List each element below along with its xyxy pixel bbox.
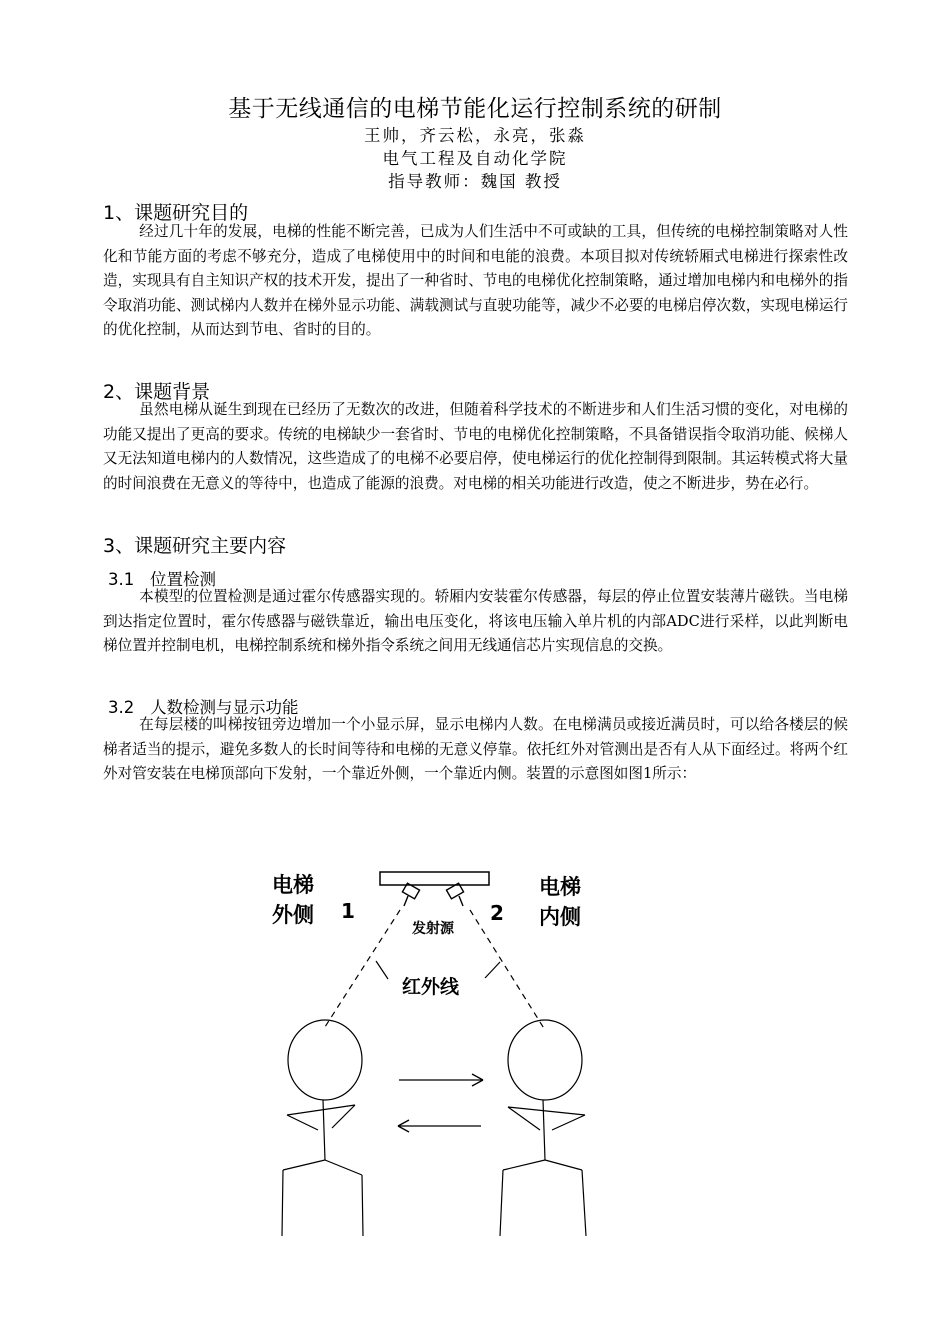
ir-label-pointer-left: [376, 961, 388, 979]
person-left-figure: [282, 1020, 363, 1236]
subsection-3-1-heading: 3.1 位置检测: [108, 570, 216, 589]
emitter-right: [446, 883, 463, 906]
section-2-heading: 2、课题背景: [103, 381, 211, 403]
section-1-heading: 1、课题研究目的: [103, 202, 249, 224]
section-1-body: [103, 220, 848, 343]
elevator-top-plate: [380, 872, 489, 885]
paper-title: 基于无线通信的电梯节能化运行控制系统的研制: [228, 96, 722, 122]
person-right-figure: [500, 1020, 586, 1236]
subsection-3-2-body: [103, 713, 848, 787]
inside-label-line2: 内侧: [539, 905, 581, 929]
subsection-3-1-text: 本模型的位置检测是通过霍尔传感器实现的。轿厢内安装霍尔传感器，每层的停止位置安装薄片磁铁。当电梯到达指定位置时，霍尔传感器与磁铁靠近，输出电压变化，将该电压输入单片机的内部ADC进行采样，以此判断电梯位置并控制电机，电梯控制系统和梯外指令系统之间用无线通信芯片实现信息的交换。: [103, 588, 848, 655]
emitter-label: 发射源: [412, 921, 454, 937]
ir-label-pointer-right: [485, 962, 500, 978]
infrared-label: 红外线: [402, 976, 460, 998]
section-2-text: 虽然电梯从诞生到现在已经历了无数次的改进，但随着科学技术的不断进步和人们生活习惯的变化，对电梯的功能又提出了更高的要求。传统的电梯缺少一套省时、节电的电梯优化控制策略，不具备错误指令取消功能、候梯人又无法知道电梯内的人数情况，这些造成了的电梯不必要启停，使电梯运行的优化控制得到限制。其运转模式将大量的时间浪费在无意义的等待中，也造成了能源的浪费。对电梯的相关功能进行改造，使之不断进步，势在必行。: [103, 401, 848, 492]
emitter-left: [402, 883, 419, 906]
infrared-beam-right: [470, 910, 545, 1030]
outside-label-line2: 外侧: [272, 903, 314, 927]
inside-label-line1: 电梯: [539, 875, 581, 899]
section-1-text: 经过几十年的发展，电梯的性能不断完善，已成为人们生活中不可或缺的工具，但传统的电梯控制策略对人性化和节能方面的考虑不够充分，造成了电梯使用中的时间和电能的浪费。本项目拟对传统轿厢式电梯进行探索性改造，实现具有自主知识产权的技术开发，提出了一种省时、节电的电梯优化控制策略，通过增加电梯内和电梯外的指令取消功能、测试梯内人数并在梯外显示功能、满载测试与直驶功能等，减少不必要的电梯启停次数，实现电梯运行的优化控制，从而达到节电、省时的目的。: [103, 223, 848, 339]
advisor-line: 指导教师：魏国 教授: [388, 172, 562, 191]
arrow-right-icon: [399, 1074, 483, 1086]
subsection-3-1-body: [103, 585, 848, 659]
section-3-heading: 3、课题研究主要内容: [103, 535, 287, 557]
arrow-left-icon: [398, 1120, 481, 1132]
sensor-2-number: 2: [490, 901, 504, 925]
infrared-device-diagram: [250, 840, 650, 1240]
subsection-3-2-heading: 3.2 人数检测与显示功能: [108, 698, 299, 717]
sensor-1-number: 1: [341, 899, 355, 923]
infrared-beam-left: [323, 910, 400, 1030]
outside-label-line1: 电梯: [272, 873, 314, 897]
author-list: 王帅，齐云松，永亮，张淼: [364, 126, 586, 145]
section-2-body: [103, 398, 848, 496]
school-name: 电气工程及自动化学院: [382, 149, 568, 168]
subsection-3-2-text: 在每层楼的叫梯按钮旁边增加一个小显示屏，显示电梯内人数。在电梯满员或接近满员时，可以给各楼层的候梯者适当的提示，避免多数人的长时间等待和电梯的无意义停靠。依托红外对管测出是否有人从下面经过。将两个红外对管安装在电梯顶部向下发射，一个靠近外侧，一个靠近内侧。装置的示意图如图1所示：: [103, 716, 848, 783]
